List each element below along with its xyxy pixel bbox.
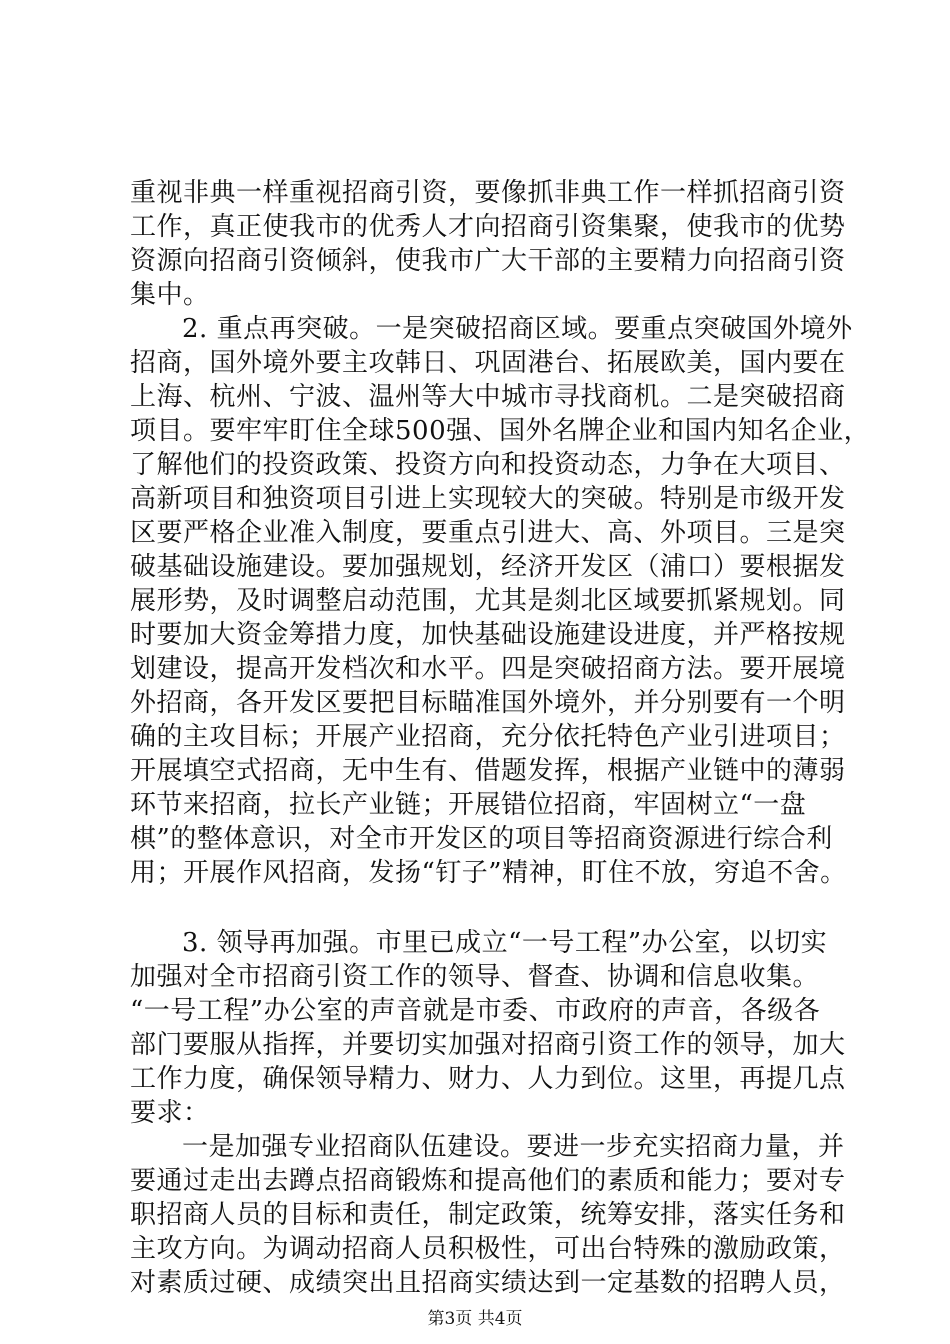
paragraph-2-line-4: 项目。要牢牢盯住全球500强、国外名牌企业和国内知名企业， [130,416,871,446]
paragraph-2-line-1: 2. 重点再突破。一是突破招商区域。要重点突破国外境外 [182,314,853,344]
paragraph-1-line-1: 重视非典一样重视招商引资，要像抓非典工作一样抓招商引资 [130,178,846,208]
paragraph-3-line-6: 要求： [130,1098,210,1128]
paragraph-4-line-2: 要通过走出去蹲点招商锻炼和提高他们的素质和能力；要对专 [130,1166,846,1196]
paragraph-2-line-17: 用；开展作风招商，发扬“钉子”精神，盯住不放，穷追不舍。 [130,858,847,888]
paragraph-2-line-2: 招商，国外境外要主攻韩日、巩固港台、拓展欧美，国内要在 [130,348,846,378]
paragraph-4-line-4: 主攻方向。为调动招商人员积极性，可出台特殊的激励政策， [130,1234,846,1264]
paragraph-1-line-4: 集中。 [130,280,210,310]
paragraph-1-line-2: 工作，真正使我市的优秀人才向招商引资集聚，使我市的优势 [130,212,846,242]
paragraph-2-line-14: 开展填空式招商，无中生有、借题发挥，根据产业链中的薄弱 [130,756,846,786]
paragraph-3-line-1: 3. 领导再加强。市里已成立“一号工程”办公室，以切实 [182,928,828,958]
page-number-footer: 第3页 共4页 [427,1309,523,1329]
paragraph-3-line-3: “一号工程”办公室的声音就是市委、市政府的声音，各级各 [130,996,821,1026]
paragraph-2-line-3: 上海、杭州、宁波、温州等大中城市寻找商机。二是突破招商 [130,382,846,412]
paragraph-2-line-13: 确的主攻目标；开展产业招商，充分依托特色产业引进项目； [130,722,846,752]
paragraph-4-line-3: 职招商人员的目标和责任，制定政策，统筹安排，落实任务和 [130,1200,846,1230]
paragraph-2-line-6: 高新项目和独资项目引进上实现较大的突破。特别是市级开发 [130,484,846,514]
paragraph-2-line-15: 环节来招商，拉长产业链；开展错位招商，牢固树立“一盘 [130,790,807,820]
paragraph-4-line-1: 一是加强专业招商队伍建设。要进一步充实招商力量，并 [182,1132,845,1162]
paragraph-2-line-11: 划建设，提高开发档次和水平。四是突破招商方法。要开展境 [130,654,846,684]
paragraph-3-line-4: 部门要服从指挥，并要切实加强对招商引资工作的领导，加大 [130,1030,846,1060]
paragraph-1-line-3: 资源向招商引资倾斜，使我市广大干部的主要精力向招商引资 [130,246,846,276]
paragraph-2-line-10: 时要加大资金筹措力度，加快基础设施建设进度，并严格按规 [130,620,846,650]
paragraph-4-line-5: 对素质过硬、成绩突出且招商实绩达到一定基数的招聘人员， [130,1268,846,1298]
paragraph-2-line-8: 破基础设施建设。要加强规划，经济开发区（浦口）要根据发 [130,552,846,582]
paragraph-2-line-12: 外招商，各开发区要把目标瞄准国外境外，并分别要有一个明 [130,688,846,718]
paragraph-2-line-16: 棋”的整体意识，对全市开发区的项目等招商资源进行综合利 [130,824,833,854]
paragraph-3-line-2: 加强对全市招商引资工作的领导、督查、协调和信息收集。 [130,962,820,992]
paragraph-2-line-9: 展形势，及时调整启动范围，尤其是剡北区域要抓紧规划。同 [130,586,846,616]
paragraph-2-line-5: 了解他们的投资政策、投资方向和投资动态，力争在大项目、 [130,450,846,480]
paragraph-2-line-7: 区要严格企业准入制度，要重点引进大、高、外项目。三是突 [130,518,846,548]
paragraph-3-line-5: 工作力度，确保领导精力、财力、人力到位。这里，再提几点 [130,1064,846,1094]
